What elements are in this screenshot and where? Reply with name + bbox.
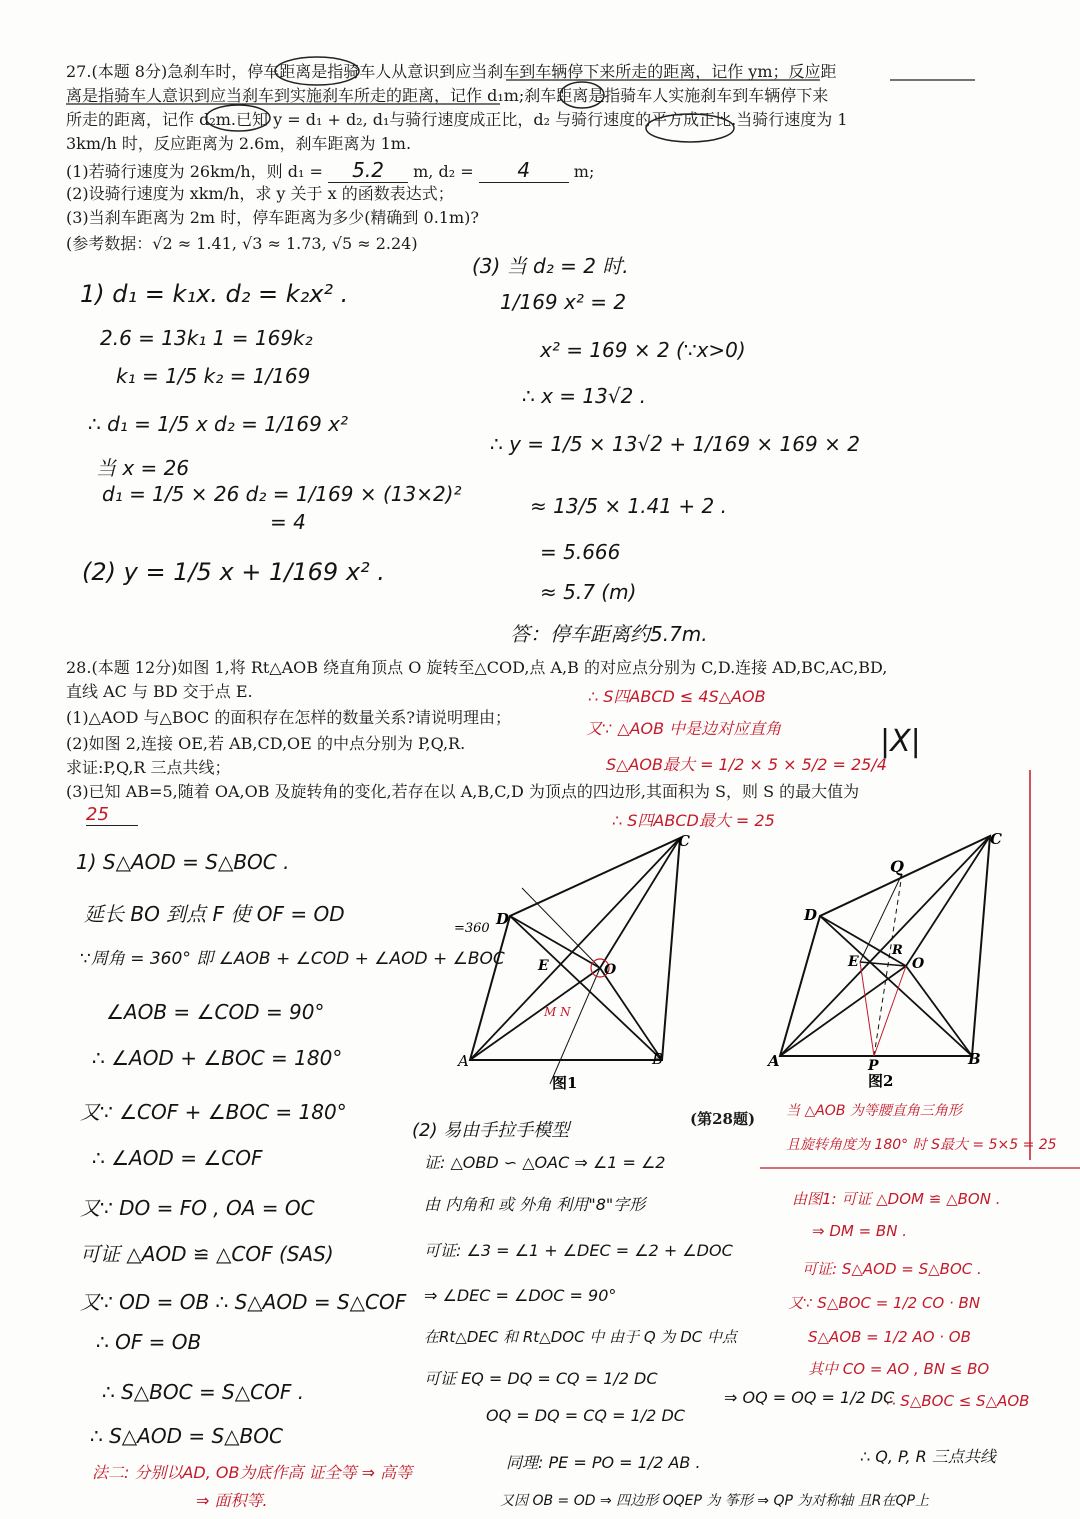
q28-red-right-2: 且旋转角度为 180° 时 S最大 = 5×5 = 25 bbox=[786, 1137, 1057, 1153]
q28-proof1-line-9: 可证 △AOD ≌ △COF (SAS) bbox=[80, 1242, 334, 1266]
q28-proof1-line-13: ∴ S△AOD = S△BOC bbox=[90, 1424, 283, 1448]
q28-red-right-1: 当 △AOB 为等腰直角三角形 bbox=[786, 1103, 962, 1119]
fig2-label-c: C bbox=[990, 830, 1002, 848]
q28-proof1-note-2: ⇒ 面积等. bbox=[196, 1491, 268, 1510]
q28-red-right-9: ∴ S△BOC ≤ S△AOB bbox=[886, 1392, 1030, 1410]
q27-sub1-suffix: m; bbox=[573, 162, 595, 181]
q28-proof2-line-2: 证: △OBD ∽ △OAC ⇒ ∠1 = ∠2 bbox=[424, 1153, 666, 1172]
q28-red-right-3: 由图1: 可证 △DOM ≌ △BON . bbox=[792, 1190, 1001, 1208]
q27-sub3: (3)当刹车距离为 2m 时，停车距离为多少(精确到 0.1m)? bbox=[66, 208, 479, 227]
fig1-label-o: O bbox=[604, 962, 617, 978]
q28-line-2: 直线 AC 与 BD 交于点 E. bbox=[66, 682, 253, 701]
q27-work-right-2: 1/169 x² = 2 bbox=[500, 290, 627, 314]
q27-sub1-prefix: (1)若骑行速度为 26km/h，则 d₁ = bbox=[66, 162, 323, 181]
q27-work-part2: (2) y = 1/5 x + 1/169 x² . bbox=[82, 558, 385, 586]
fig1-label-a: A bbox=[458, 1052, 469, 1070]
q28-proof1-line-4: ∠AOB = ∠COD = 90° bbox=[106, 1000, 325, 1024]
q28-proof2-line-6: 在Rt△DEC 和 Rt△DOC 中 由于 Q 为 DC 中点 bbox=[424, 1328, 737, 1346]
q28-red-right-6: 又∵ S△BOC = 1/2 CO · BN bbox=[788, 1294, 981, 1312]
q28-red-note-3: S△AOB最大 = 1/2 × 5 × 5/2 = 25/4 bbox=[606, 755, 887, 774]
q28-line-5: 求证:P,Q,R 三点共线； bbox=[66, 758, 231, 777]
q28-red-right-7: S△AOB = 1/2 AO · OB bbox=[808, 1328, 971, 1346]
q28-proof1-line-3: ∵周角 = 360° 即 ∠AOB + ∠COD + ∠AOD + ∠BOC bbox=[80, 949, 505, 969]
fig2-label-o: O bbox=[912, 956, 925, 972]
fig2-label-b: B bbox=[968, 1050, 981, 1068]
q28-proof1-line-6: 又∵ ∠COF + ∠BOC = 180° bbox=[80, 1100, 347, 1124]
q28-proof2-line-5: ⇒ ∠DEC = ∠DOC = 90° bbox=[424, 1286, 617, 1305]
q27-work-left-7: = 4 bbox=[270, 510, 306, 534]
q28-line-6: (3)已知 AB=5,随着 OA,OB 及旋转角的变化,若存在以 A,B,C,D 为顶点的四边形,其面积为 S，则 S 的最大值为 bbox=[66, 782, 860, 801]
q28-line-3: (1)△AOD 与△BOC 的面积存在怎样的数量关系?请说明理由； bbox=[66, 708, 511, 727]
q28-proof2-line-9: ⇒ OQ = OQ = 1/2 DC bbox=[724, 1388, 895, 1407]
fig2-label-r: R bbox=[892, 943, 903, 958]
q27-work-right-9: 答：停车距离约5.7m. bbox=[510, 622, 708, 646]
q28-red-right-4: ⇒ DM = BN . bbox=[812, 1222, 907, 1240]
fig1-label-b: B bbox=[652, 1050, 664, 1068]
q28-proof1-line-8: 又∵ DO = FO , OA = OC bbox=[80, 1196, 315, 1220]
q28-line-4: (2)如图 2,连接 OE,若 AB,CD,OE 的中点分别为 P,Q,R. bbox=[66, 734, 466, 753]
q28-conclusion: ∴ Q, P, R 三点共线 bbox=[860, 1447, 996, 1466]
q28-line-1: 28.(本题 12分)如图 1,将 Rt△AOB 绕直角顶点 O 旋转至△COD,点 A,B 的对应点分别为 C,D.连接 AD,BC,AC,BD, bbox=[66, 658, 888, 677]
fig2-label-e: E bbox=[848, 954, 859, 970]
q27-sub2: (2)设骑行速度为 xkm/h，求 y 关于 x 的函数表达式； bbox=[66, 184, 454, 203]
q28-proof2-line-4: 可证: ∠3 = ∠1 + ∠DEC = ∠2 + ∠DOC bbox=[424, 1241, 733, 1260]
q28-red-note-1: ∴ S四ABCD ≤ 4S△AOB bbox=[588, 687, 766, 706]
q27-work-left-3: k₁ = 1/5 k₂ = 1/169 bbox=[116, 364, 311, 388]
fig1-label-d: D bbox=[496, 910, 510, 928]
side-sketch: |X| bbox=[880, 724, 921, 759]
q28-red-note-2: 又∵ △AOB 中是边对应直角 bbox=[586, 719, 782, 738]
fig2-label-a: A bbox=[768, 1052, 780, 1070]
q27-work-right-7: = 5.666 bbox=[540, 540, 621, 564]
q28-proof1-line-10: 又∵ OD = OB ∴ S△AOD = S△COF bbox=[80, 1290, 407, 1314]
q28-proof2-line-11: 又因 OB = OD ⇒ 四边形 OQEP 为 筝形 ⇒ QP 为对称轴 且R在QP上 bbox=[500, 1493, 929, 1509]
q28-red-right-5: 可证: S△AOD = S△BOC . bbox=[802, 1260, 982, 1278]
fig1-mn-label: M N bbox=[544, 1005, 571, 1019]
q27-work-right-6: ≈ 13/5 × 1.41 + 2 . bbox=[530, 494, 727, 518]
q27-work-right-3: x² = 169 × 2 (∵x>0) bbox=[540, 338, 746, 362]
q27-sub1-d2-answer: 4 bbox=[479, 158, 569, 183]
q28-proof1-line-5: ∴ ∠AOD + ∠BOC = 180° bbox=[92, 1046, 343, 1070]
q28-red-right-8: 其中 CO = AO , BN ≤ BO bbox=[808, 1360, 990, 1378]
q28-proof2-line-7: 可证 EQ = DQ = CQ = 1/2 DC bbox=[424, 1369, 658, 1388]
q28-answer-3: 25 bbox=[86, 804, 138, 826]
q27-line-1: 27.(本题 8分)急刹车时，停车距离是指骑车人从意识到应当刹车到车辆停下来所走的距离，记作 ym；反应距 bbox=[66, 62, 837, 81]
q27-work-left-6: d₁ = 1/5 × 26 d₂ = 1/169 × (13×2)² bbox=[102, 482, 462, 506]
q28-proof2-line-1: (2) 易由手拉手模型 bbox=[412, 1120, 570, 1141]
q27-work-right-5: ∴ y = 1/5 × 13√2 + 1/169 × 169 × 2 bbox=[490, 432, 860, 456]
q28-proof1-line-11: ∴ OF = OB bbox=[96, 1330, 202, 1354]
q27-work-right-4: ∴ x = 13√2 . bbox=[522, 384, 647, 408]
q27-sub1-mid: m, d₂ = bbox=[413, 162, 474, 181]
q28-proof1-line-2: 延长 BO 到点 F 使 OF = OD bbox=[84, 902, 345, 926]
q28-proof1-line-1: 1) S△AOD = S△BOC . bbox=[76, 850, 290, 874]
q27-work-left-5: 当 x = 26 bbox=[96, 456, 190, 480]
fig2-label-d: D bbox=[804, 906, 818, 924]
q27-work-left-1: 1) d₁ = k₁x. d₂ = k₂x² . bbox=[80, 280, 349, 308]
q28-proof2-line-8: OQ = DQ = CQ = 1/2 DC bbox=[486, 1406, 685, 1425]
q28-proof1-note-1: 法二: 分别以AD, OB为底作高 证全等 ⇒ 高等 bbox=[92, 1463, 413, 1482]
q27-work-left-2: 2.6 = 13k₁ 1 = 169k₂ bbox=[100, 326, 313, 350]
q27-line-3: 所走的距离，记作 d₂m.已知 y = d₁ + d₂, d₁与骑行速度成正比，d₂ 与骑行速度的平方成正比.当骑行速度为 1 bbox=[66, 110, 848, 129]
q28-red-note-4: ∴ S四ABCD最大 = 25 bbox=[612, 811, 775, 830]
q28-proof2-line-3: 由 内角和 或 外角 利用"8"字形 bbox=[424, 1195, 646, 1214]
fig2-label-p: P bbox=[868, 1058, 879, 1074]
q27-line-4: 3km/h 时，反应距离为 2.6m，刹车距离为 1m. bbox=[66, 134, 412, 153]
q27-sub1-d1-answer: 5.2 bbox=[328, 158, 408, 183]
fig1-label-e: E bbox=[538, 958, 549, 974]
fig1-caption: 图1 bbox=[552, 1074, 578, 1092]
q28-figure-label: (第28题) bbox=[690, 1110, 756, 1128]
fig1-label-c: C bbox=[678, 832, 690, 850]
fig2-caption: 图2 bbox=[868, 1072, 894, 1090]
q27-line-2: 离是指骑车人意识到应当刹车到实施刹车所走的距离，记作 d₁m;刹车距离是指骑车人实施刹车到车辆停下来 bbox=[66, 86, 829, 105]
q27-work-right-1: (3) 当 d₂ = 2 时. bbox=[472, 254, 629, 278]
fig2-label-q: Q bbox=[890, 857, 904, 876]
q28-proof1-line-7: ∴ ∠AOD = ∠COF bbox=[92, 1146, 263, 1170]
q27-work-left-4: ∴ d₁ = 1/5 x d₂ = 1/169 x² bbox=[88, 412, 349, 436]
q27-reference: (参考数据：√2 ≈ 1.41, √3 ≈ 1.73, √5 ≈ 2.24) bbox=[66, 234, 418, 253]
fig1-note: =360 bbox=[454, 921, 490, 936]
q27-work-right-8: ≈ 5.7 (m) bbox=[540, 580, 637, 604]
q28-proof1-line-12: ∴ S△BOC = S△COF . bbox=[102, 1380, 305, 1404]
q28-proof2-line-10: 同理: PE = PO = 1/2 AB . bbox=[506, 1453, 701, 1472]
